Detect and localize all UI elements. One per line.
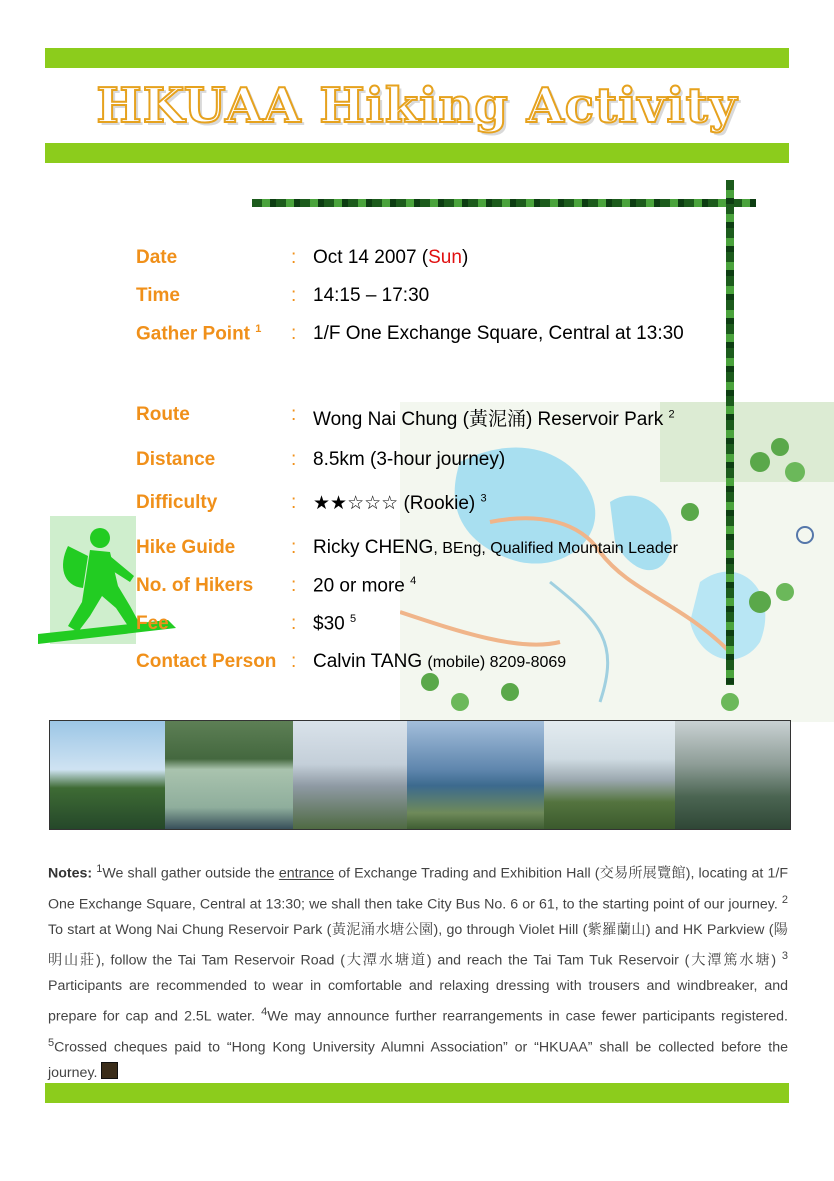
bottom-bar [45, 1083, 789, 1103]
time-colon: : [291, 285, 297, 306]
scenery-photo-1 [50, 721, 165, 829]
scenery-photo-6 [675, 721, 790, 829]
scenery-photo-3 [293, 721, 407, 829]
time-value: 14:15 – 17:30 [313, 285, 430, 306]
hikers-colon: : [291, 575, 297, 596]
time-label: Time [136, 285, 181, 306]
vine-border-right [726, 180, 734, 685]
scenery-photo-5 [544, 721, 675, 829]
contact-colon: : [291, 651, 297, 672]
gather-point-value: 1/F One Exchange Square, Central at 13:30 [313, 323, 684, 344]
hiker-mini-icon [101, 1062, 118, 1079]
hikers-label: No. of Hikers [136, 575, 254, 596]
top-bar-lower [45, 143, 789, 163]
difficulty-label: Difficulty [136, 492, 218, 513]
route-colon: : [291, 404, 297, 425]
date-value: Oct 14 2007 (Sun) [313, 247, 469, 268]
difficulty-colon: : [291, 492, 297, 513]
notes-section: Notes: $^1$We shall gather outside the entrance of Exchange Trading and Exhibition Hall (交易所展覽館), locating at 1/F One Exchange Square, Central at 13:30; we shall then take City Bus No. 6 or 61, to the starting point of our journey. $^2$ To start at Wong Nai Chung Reservoir Park (黃泥涌水塘公園), go through Violet Hill (紫羅蘭山) and HK Parkview (陽明山莊), follow the Tai Tam Reservoir Road (大潭水塘道) and reach the Tai Tam Tuk Reservoir (大潭篤水塘) $^3$ Participants are recommended to wear in comfortable and relaxing dressing with trousers and windbreaker, and prepare for cap and 2.5L water. $^4$We may announce further rearrangements in case fewer participants registered. $^5$Crossed cheques paid to “Hong Kong University Alumni Association” or “HKUAA” shall be collected before the journey. [48, 863, 788, 1082]
entrance-link-text: entrance [278, 865, 335, 882]
difficulty-stars: ★★☆☆☆ [313, 493, 399, 514]
gather-point-label: Gather Point $^1$ [136, 323, 262, 345]
scenery-photo-4 [407, 721, 544, 829]
hikers-value: 20 or more $^4$ [313, 575, 417, 597]
distance-value: 8.5km (3-hour journey) [313, 449, 506, 470]
vine-border-top [252, 199, 756, 207]
route-value: Wong Nai Chung (黃泥涌) Reservoir Park $^2$ [313, 408, 675, 430]
gather-point-colon: : [291, 323, 297, 344]
hike-guide-colon: : [291, 537, 297, 558]
hike-guide-label: Hike Guide [136, 537, 236, 558]
contact-value: Calvin TANG (mobile) 8209-8069 [313, 651, 567, 672]
distance-label: Distance [136, 449, 216, 470]
route-label: Route [136, 404, 190, 425]
day-of-week: Sun [428, 247, 462, 268]
hike-guide-value: Ricky CHENG, BEng, Qualified Mountain Leader [313, 537, 678, 558]
fee-value: $30 $^5$ [313, 613, 357, 635]
date-colon: : [291, 247, 297, 268]
top-bar-upper [45, 48, 789, 68]
page-title: HKUAA Hiking Activity [96, 78, 738, 134]
scenery-photo-2 [165, 721, 293, 829]
notes-heading: Notes: [48, 865, 93, 882]
difficulty-value: ★★☆☆☆ (Rookie) $^3$ [313, 492, 487, 514]
distance-colon: : [291, 449, 297, 470]
photo-strip [49, 720, 791, 830]
date-label: Date [136, 247, 178, 268]
fee-colon: : [291, 613, 297, 634]
contact-label: Contact Person [136, 651, 277, 672]
fee-label: Fee [136, 613, 169, 634]
